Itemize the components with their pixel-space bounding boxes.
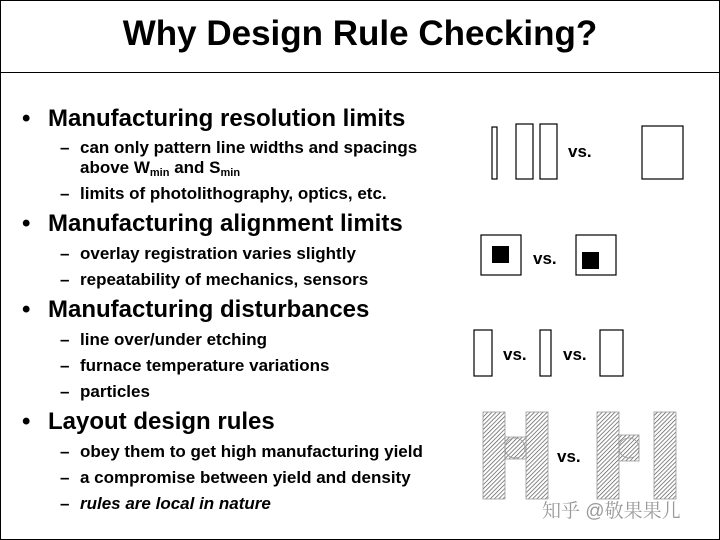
- vs-label-resolution: vs.: [568, 142, 592, 161]
- misaligned-inner-square: [582, 252, 599, 269]
- hatched-contact: [505, 438, 525, 458]
- hatched-left-bar-2: [597, 412, 619, 499]
- hatched-contact-2: [619, 438, 639, 458]
- etching-illustration: [474, 330, 623, 376]
- sub-item-yield: – obey them to get high manufacturing yield: [60, 442, 423, 461]
- sub-item-photolithography: – limits of photolithography, optics, etc.: [60, 184, 387, 203]
- line-shape-b: [540, 124, 557, 179]
- hatched-left-bar: [483, 412, 505, 499]
- wide-block-shape: [642, 126, 683, 179]
- hatched-right-bar: [526, 412, 548, 499]
- sub-item-etching: – line over/under etching: [60, 330, 268, 349]
- vs-label-etch-2: vs.: [563, 345, 587, 364]
- sub-item-local-rules: – rules are local in nature: [60, 494, 271, 513]
- aligned-inner-square: [492, 246, 509, 263]
- bullet-disturbances: • Manufacturing disturbances: [22, 296, 370, 323]
- sub-item-overlay: – overlay registration varies slightly: [60, 244, 356, 263]
- thin-line-shape: [492, 127, 497, 179]
- sub-item-wmin-smin: above $W_{min}$ and $S_{min}$: [80, 158, 241, 179]
- vs-label-alignment: vs.: [533, 249, 557, 268]
- sub-item-particles: – particles: [60, 382, 150, 401]
- nominal-line-shape: [474, 330, 492, 376]
- sub-item-furnace: – furnace temperature variations: [60, 356, 330, 375]
- over-etched-line-shape: [600, 330, 623, 376]
- slide-title: Why Design Rule Checking?: [122, 14, 598, 53]
- bullet-layout-rules: • Layout design rules: [22, 408, 275, 435]
- watermark: 知乎 @敬果果儿: [542, 501, 681, 522]
- vs-label-layout: vs.: [557, 447, 581, 466]
- bullet-resolution-limits: • Manufacturing resolution limits: [22, 105, 406, 132]
- bullet-alignment-limits: • Manufacturing alignment limits: [22, 210, 403, 237]
- hatched-right-bar-2: [654, 412, 676, 499]
- under-etched-line-shape: [540, 330, 551, 376]
- line-shape-a: [516, 124, 533, 179]
- sub-item-line-widths: – can only pattern line widths and spacings: [60, 138, 418, 157]
- sub-item-repeatability: – repeatability of mechanics, sensors: [60, 270, 369, 289]
- sub-item-compromise: – a compromise between yield and density: [60, 468, 411, 487]
- vs-label-etch-1: vs.: [503, 345, 527, 364]
